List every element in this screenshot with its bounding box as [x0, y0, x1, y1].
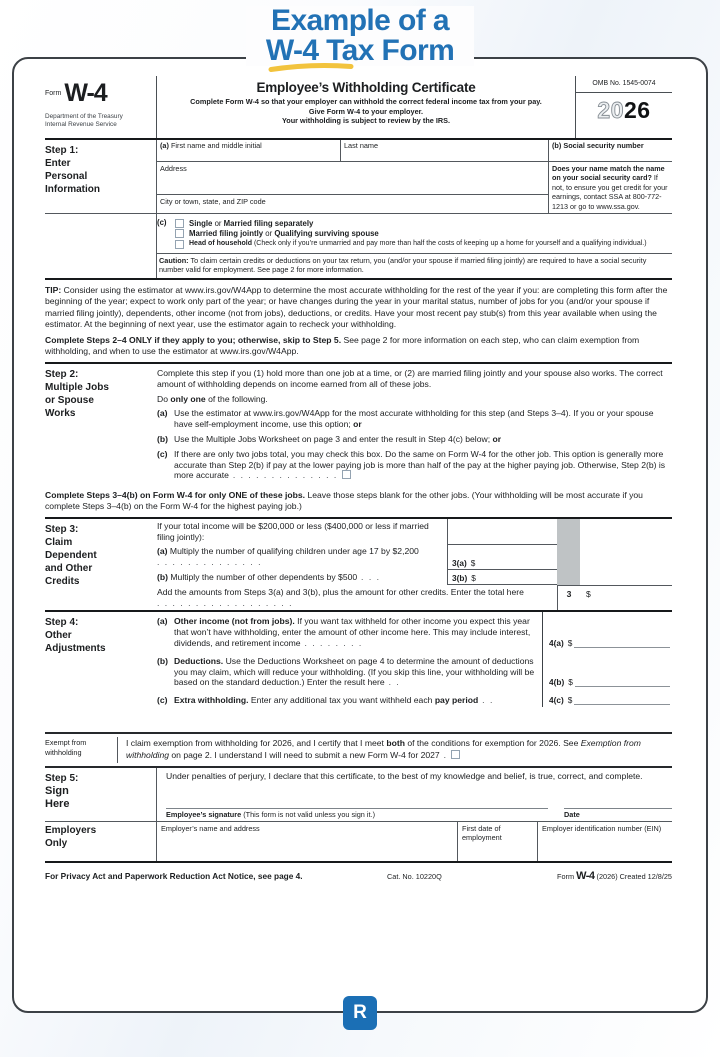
ssn-note: Does your name match the name on your social security card? If not, to ensure you get credit for your earnings, contact SSA at 800-772-1213 or go to www.ssa.gov. — [552, 164, 668, 211]
step4b-row: (b) Deductions. Use the Deductions Worksheet on page 4 to determine the amount of deductions you may claim, which will reduce your withholding. (If you skip this line, your withholding will be based on the standard deduction.) Enter the result here . . 4(b) $ — [157, 656, 672, 688]
step3a-row: (a) Multiply the number of qualifying children under age 17 by $2,200 . . . . . . . . . . . . . . 3(a) $ — [157, 544, 672, 570]
filing-status-head-of-household-checkbox[interactable] — [175, 240, 184, 249]
title-line-1: Example of a — [271, 4, 449, 37]
filing-status-section — [45, 214, 672, 253]
form-header — [45, 76, 672, 138]
employer-name-address-field[interactable]: Employer’s name and address — [161, 823, 260, 833]
step4-label: Step 4: Other Adjustments — [45, 617, 106, 655]
employers-only-section — [45, 821, 672, 861]
employee-signature-field[interactable] — [166, 799, 548, 809]
exempt-section — [45, 732, 672, 768]
step2c-two-jobs-checkbox[interactable] — [342, 470, 351, 479]
step4a-row: (a) Other income (not from jobs). If you want tax withheld for other income you expect this year that won’t have withholding, enter the amount of other income here. This may include interest, dividends, and retirement income . . . . . . . . 4(a) $ — [157, 616, 672, 648]
filing-status-single-row: Single or Married filing separately — [175, 219, 672, 228]
divider — [45, 861, 672, 863]
form-number: W-4 — [64, 79, 107, 107]
label-spacer — [45, 214, 157, 253]
agency-line-1: Department of the Treasury — [45, 113, 123, 120]
line-3-number: 3 — [557, 585, 580, 611]
form-subtitle-3: Your withholding is subject to review by the IRS. — [281, 116, 451, 126]
amount-column-spacer — [580, 519, 672, 545]
amount-4a-field[interactable]: 4(a) $ — [543, 616, 672, 648]
ein-field[interactable]: Employer identification number (EIN) — [537, 822, 672, 861]
filing-status-hoh-row: Head of household (Check only if you’re unmarried and pay more than half the costs of keeping up a home for yourself and a qualifying individual.) — [175, 240, 672, 249]
form-subtitle-1: Complete Form W-4 so that your employer can withhold the correct federal income tax from your pay. — [190, 97, 542, 106]
exempt-label: Exempt from withholding — [45, 738, 87, 757]
step2c-item: (c) If there are only two jobs total, you may check this box. Do the same on Form W-4 for the other job. This option is generally more accurate than Step 2(b) if pay at the lower paying job is more than half of the pay at the higher paying job. Otherwise, Step 2(b) is more accurate . . . . . . . . . . . . . . — [157, 448, 666, 481]
ssn-field[interactable]: (b) Social security number — [549, 140, 672, 162]
signature-caption: Employee’s signature (This form is not valid unless you sign it.) — [166, 809, 375, 819]
step2-section — [45, 364, 672, 485]
complete-steps-3-4b-paragraph: Complete Steps 3–4(b) on Form W-4 for only ONE of these jobs. Leave those steps blank for the other jobs. (Your withholding will be most accurate if you complete Steps 3–4(b) on the Form W-4 for the highest paying job.) — [45, 490, 643, 512]
amount-3b-field[interactable]: 3(b) $ — [448, 573, 557, 585]
step1-section — [45, 140, 672, 214]
city-state-zip-field[interactable]: City or town, state, and ZIP code — [160, 197, 266, 206]
employers-only-label: Employers Only — [45, 822, 157, 861]
amount-line — [574, 639, 670, 648]
agency-line-2: Internal Revenue Service — [45, 120, 117, 128]
filing-status-single-checkbox[interactable] — [175, 219, 184, 228]
step2-label: Step 2: Multiple Jobs or Spouse Works — [45, 369, 109, 420]
form-number-block — [45, 76, 157, 138]
tip-paragraph: TIP: Consider using the estimator at www.irs.gov/W4App to determine the most accurate withholding for the rest of the year if you: are completing this form after the beginning of the year; expect to work only part of the year; or have changes during the year in your marital status, number of jobs for you (and/or your spouse if married filing jointly), dependents, other income (not from jobs), deductions, or credits. Have your most recent pay stub(s) from this year available when using the estimator. At the beginning of next year, use the estimator again to recheck your withholding. — [45, 284, 668, 330]
amount-4b-field[interactable]: 4(b) $ — [543, 656, 672, 688]
step3-label: Step 3: Claim Dependent and Other Credits — [45, 523, 97, 587]
shaded-column — [557, 519, 580, 545]
logo-letter: R — [353, 1002, 367, 1023]
step2-intro: Complete this step if you (1) hold more than one job at a time, or (2) are married filing jointly and your spouse also works. The correct amount of withholding depends on income earned from all of these jobs. — [157, 368, 663, 389]
amount-line — [575, 678, 670, 687]
label-spacer — [45, 253, 157, 278]
amount-column-spacer — [580, 570, 672, 585]
omb-year-block — [575, 76, 672, 138]
form-subtitle-2: Give Form W-4 to your employer. — [308, 106, 424, 116]
omb-number: OMB No. 1545-0074 — [576, 76, 672, 93]
filing-status-married-jointly-checkbox[interactable] — [175, 229, 184, 238]
step3-entry-spacer — [447, 519, 557, 545]
first-name-field[interactable]: (a) First name and middle initial — [160, 141, 262, 150]
last-name-field[interactable]: Last name — [340, 140, 548, 161]
filing-status-married-row: Married filing jointly or Qualifying surviving spouse — [175, 229, 672, 238]
date-label: Date — [564, 809, 580, 819]
step4c-row: (c) Extra withholding. Enter any additional tax you want withheld each pay period . . 4(c) $ — [157, 695, 672, 706]
step4-section — [45, 612, 672, 708]
form-id-footer: Form W-4 (2026) Created 12/8/25 — [557, 869, 672, 882]
step3-intro-row: If your total income will be $200,000 or less ($400,000 or less if married filing jointly): — [157, 519, 672, 545]
field-c-number: (c) — [157, 218, 167, 228]
title-line-2: W-4 Tax Form — [265, 34, 455, 67]
privacy-act-notice: For Privacy Act and Paperwork Reduction Act Notice, see page 4. — [45, 870, 303, 881]
step1-label: Step 1: Enter Personal Information — [45, 140, 157, 213]
caution-row: Caution: To claim certain credits or deductions on your tax return, you (and/or your spouse if married filing jointly) are required to have a social security number valid for employment. See page 2 for more information. — [45, 253, 672, 278]
form-footer — [45, 870, 672, 882]
step3-total-row: Add the amounts from Steps 3(a) and 3(b), plus the amount for other credits. Enter the total here . . . . . . . . . . . . . . . . . . 3 $ — [157, 585, 672, 611]
divider — [45, 278, 672, 280]
amount-3a-field[interactable]: 3(a) $ — [448, 558, 557, 570]
first-date-of-employment-field[interactable]: First date of employment — [457, 822, 537, 861]
step2b-item: (b) Use the Multiple Jobs Worksheet on page 3 and enter the result in Step 4(c) below; or — [157, 434, 502, 445]
w4-form — [45, 76, 672, 882]
form-title-block — [157, 76, 575, 138]
exempt-checkbox[interactable] — [451, 750, 460, 759]
complete-steps-2-4-paragraph: Complete Steps 2–4 ONLY if they apply to you; otherwise, skip to Step 5. See page 2 for more information on each step, who can claim exemption from withholding, and when to use the estimator at www.irs.gov/W4App. — [45, 335, 640, 357]
step2a-item: (a) Use the estimator at www.irs.gov/W4App for the most accurate withholding for this step (and Steps 3–4). If you or your spouse have self-employment income, use this option; or — [157, 408, 654, 430]
step3b-row: (b) Multiply the number of other dependents by $500 . . . 3(b) $ — [157, 570, 672, 585]
amount-4c-field[interactable]: 4(c) $ — [543, 695, 672, 706]
catalog-number: Cat. No. 10220Q — [387, 871, 442, 881]
address-field[interactable]: Address — [157, 162, 548, 195]
step5-label: Step 5: Sign Here — [45, 768, 157, 821]
form-year: 2026 — [597, 97, 651, 123]
form-word: Form — [45, 90, 62, 97]
amount-line — [574, 696, 670, 705]
shaded-column — [557, 544, 580, 570]
shaded-column — [557, 570, 580, 585]
perjury-statement: Under penalties of perjury, I declare that this certificate, to the best of my knowledge and belief, is true, correct, and complete. — [166, 771, 643, 781]
step5-section — [45, 768, 672, 821]
step2-do-only-one: Do only one of the following. — [157, 393, 268, 404]
ramsey-logo — [343, 996, 377, 1030]
amount-3-field[interactable]: $ — [580, 585, 672, 611]
step3-section — [45, 519, 672, 611]
amount-column-spacer — [580, 544, 672, 570]
date-field[interactable] — [564, 799, 672, 809]
exempt-statement: I claim exemption from withholding for 2026, and I certify that I meet both of the conditions for exemption for 2026. See Exemption from withholding on page 2. I understand I will need to submit a new Form W-4 for 2027 . — [117, 737, 672, 763]
page-title — [0, 6, 720, 66]
form-title: Employee’s Withholding Certificate — [256, 80, 476, 95]
